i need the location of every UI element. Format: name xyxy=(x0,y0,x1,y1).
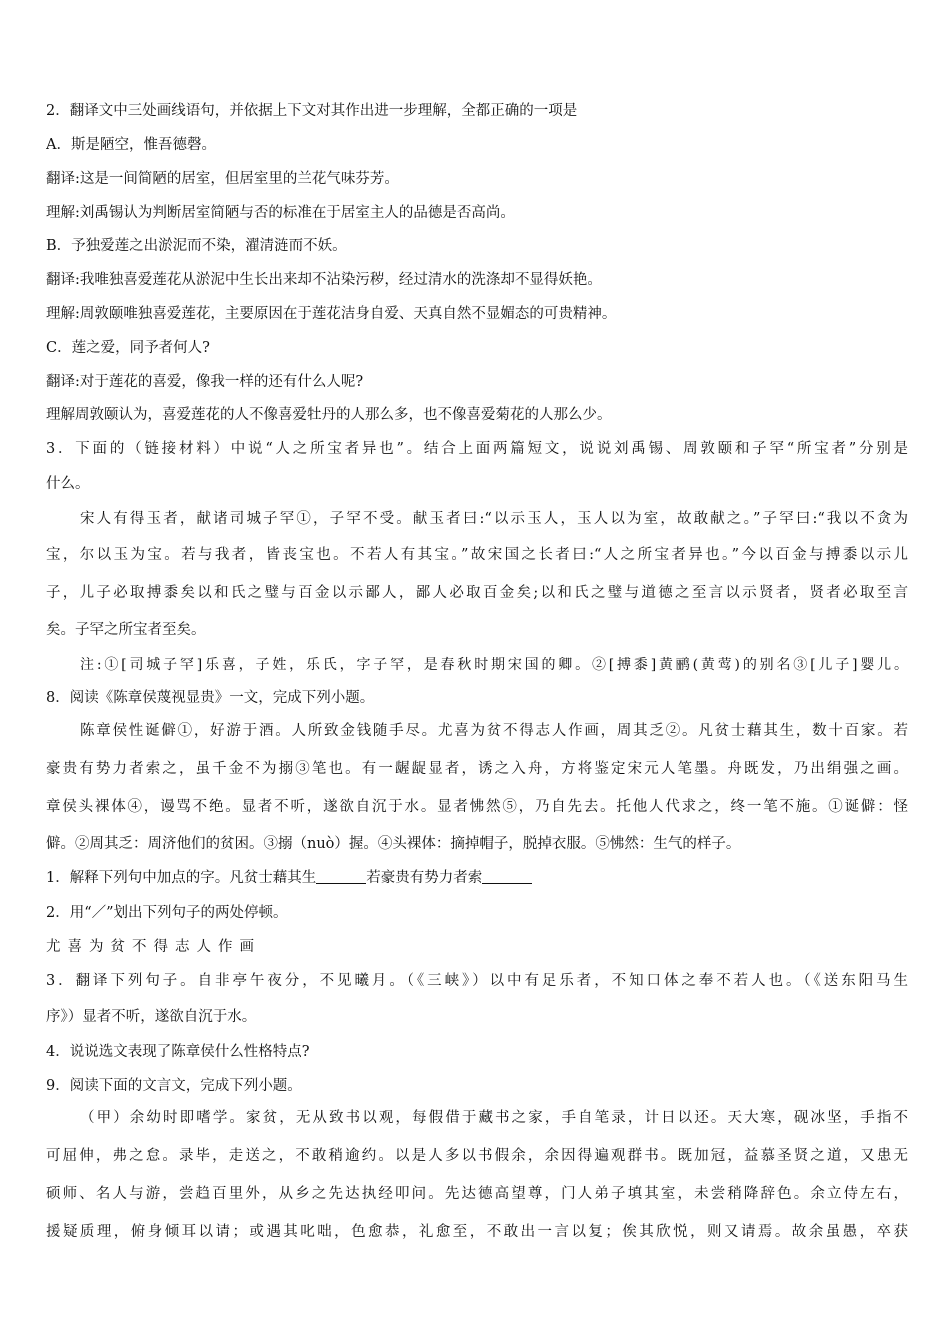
q9-passage-line1: （甲）余幼时即嗜学。家贫，无从致书以观，每假借于藏书之家，手自笔录，计日以还。天大寒，砚冰坚，手指不 xyxy=(80,1110,908,1126)
q2-option-a-understanding: 理解:刘禹锡认为判断居室简陋与否的标准在于居室主人的品德是否高尚。 xyxy=(46,205,515,221)
q2-option-a: A．斯是陋空，惟吾德磬。 xyxy=(46,137,216,153)
q3-passage-line4: 矣。子罕之所宝者至矣。 xyxy=(46,622,206,638)
q2-option-a-translation: 翻译:这是一间简陋的居室，但居室里的兰花气味芬芳。 xyxy=(46,171,399,187)
q8-stem: 8．阅读《陈章侯蔑视显贵》一文，完成下列小题。 xyxy=(46,690,375,706)
q8-sub4: 4．说说选文表现了陈章侯什么性格特点? xyxy=(46,1044,310,1060)
q8-sub3-line2: 序》）显者不听，遂欲自沉于水。 xyxy=(46,1009,257,1025)
q3-stem-line2: 什么。 xyxy=(46,476,90,492)
q8-passage-line1: 陈章侯性诞僻①，好游于酒。人所致金钱随手尽。尤喜为贫不得志人作画，周其乏②。凡贫士藉其生，数十百家。若 xyxy=(80,723,908,739)
q8-sub3-line1: 3．翻译下列句子。自非亭午夜分，不见曦月。（《三峡》）以中有足乐者，不知口体之奉不若人也。（《送东阳马生 xyxy=(46,973,908,989)
q2-option-b-understanding: 理解:周敦颐唯独喜爱莲花，主要原因在于莲花洁身自爱、天真自然不显媚态的可贵精神。 xyxy=(46,306,617,322)
q9-stem: 9．阅读下面的文言文，完成下列小题。 xyxy=(46,1078,302,1094)
q8-sub1 xyxy=(46,868,908,888)
q2-stem: 2．翻译文中三处画线语句，并依据上下文对其作出进一步理解，全都正确的一项是 xyxy=(46,103,578,119)
q8-sub2-stem: 2．用“／”划出下列句子的两处停顿。 xyxy=(46,905,288,921)
q9-passage-line4: 援疑质理，俯身倾耳以请；或遇其叱咄，色愈恭，礼愈至，不敢出一言以复；俟其欣悦，则又请焉。故余虽愚，卒获 xyxy=(46,1224,908,1240)
q8-sub2-sentence: 尤喜为贫不得志人作画 xyxy=(46,939,261,955)
q8-sub1-middle: 若豪贵有势力者索 xyxy=(366,870,483,886)
q8-sub1-prefix: 1．解释下列句中加点的字。凡贫士藉其生 xyxy=(46,870,317,886)
q8-passage-line4: 僻。②周其乏：周济他们的贫困。③搦（nuò）握。④头裸体：摘掉帽子，脱掉衣服。⑤怫然：生气的样子。 xyxy=(46,836,741,852)
q3-passage-line1: 宋人有得玉者，献诸司城子罕①，子罕不受。献玉者曰:“以示玉人，玉人以为室，故敢献之。”子罕曰:“我以不贪为 xyxy=(80,511,908,527)
q2-option-b-translation: 翻译:我唯独喜爱莲花从淤泥中生长出来却不沾染污秽，经过清水的洗涤却不显得妖艳。 xyxy=(46,272,602,288)
q3-passage-line2: 宝，尔以玉为宝。若与我者，皆丧宝也。不若人有其宝。”故宋国之长者曰:“人之所宝者异也。”今以百金与搏黍以示儿 xyxy=(46,547,908,563)
q3-stem-line1: 3．下面的（链接材料）中说“人之所宝者异也”。结合上面两篇短文，说说刘禹锡、周敦颐和子罕“所宝者”分别是 xyxy=(46,441,908,457)
answer-blank-2[interactable] xyxy=(482,869,532,884)
q2-option-b: B．予独爱莲之出淤泥而不染，濯清涟而不妖。 xyxy=(46,238,347,254)
q3-footnote: 注:①[司城子罕]乐喜，子姓，乐氏，字子罕，是春秋时期宋国的卿。②[搏黍]黄鹂(黄莺)的别名③[儿子]婴儿。 xyxy=(80,657,908,673)
answer-blank-1[interactable] xyxy=(316,869,366,884)
q2-option-c-understanding: 理解周敦颐认为，喜爱莲花的人不像喜爱牡丹的人那么多，也不像喜爱菊花的人那么少。 xyxy=(46,407,612,423)
q2-option-c: C．莲之爱，同予者何人? xyxy=(46,340,210,356)
q2-option-c-translation: 翻译:对于莲花的喜爱，像我一样的还有什么人呢? xyxy=(46,374,364,390)
q3-passage-line3: 子，儿子必取搏黍矣以和氏之璧与百金以示鄙人，鄙人必取百金矣;以和氏之璧与道德之至言以示贤者，贤者必取至言 xyxy=(46,585,908,601)
q8-passage-line2: 豪贵有势力者索之，虽千金不为搦③笔也。有一龌龊显者，诱之入舟，方将鉴定宋元人笔墨。舟既发，乃出绢强之画。 xyxy=(46,761,908,777)
q8-passage-line3: 章侯头裸体④，谩骂不绝。显者不听，遂欲自沉于水。显者怫然⑤，乃自先去。托他人代求之，终一笔不施。①诞僻：怪 xyxy=(46,799,908,815)
q9-passage-line3: 硕师、名人与游，尝趋百里外，从乡之先达执经叩问。先达德高望尊，门人弟子填其室，未尝稍降辞色。余立侍左右， xyxy=(46,1186,908,1202)
q9-passage-line2: 可屈伸，弗之怠。录毕，走送之，不敢稍逾约。以是人多以书假余，余因得遍观群书。既加冠，益慕圣贤之道，又患无 xyxy=(46,1148,908,1164)
